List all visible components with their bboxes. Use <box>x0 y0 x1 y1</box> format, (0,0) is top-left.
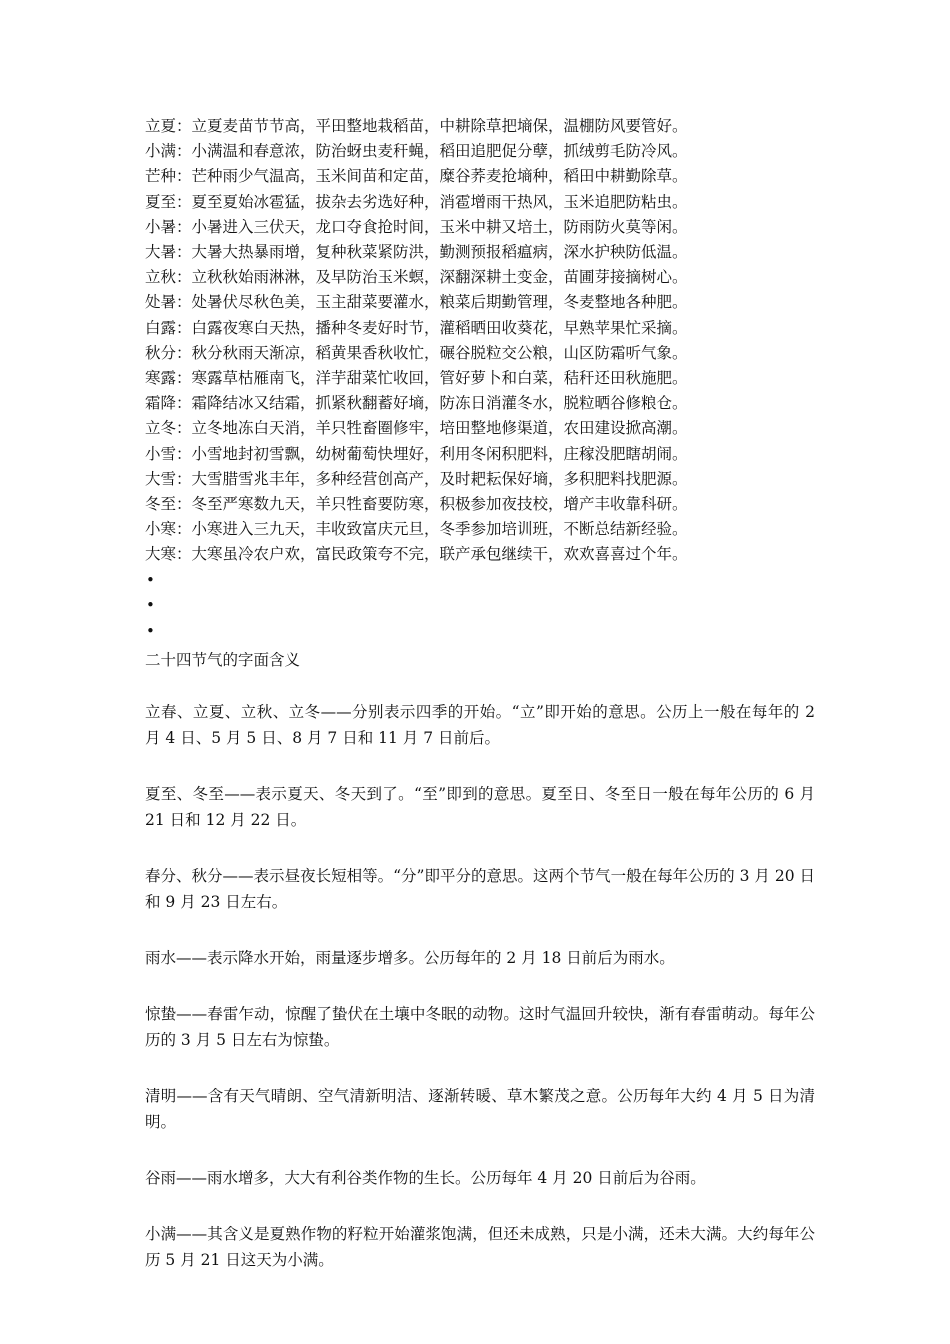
verse-line: 小寒：小寒进入三九天，丰收致富庆元旦，冬季参加培训班，不断总结新经验。 <box>145 520 688 539</box>
bullet-marker: • <box>146 570 155 589</box>
verse-line: 立夏：立夏麦苗节节高，平田整地栽稻苗，中耕除草把墒保，温棚防风要管好。 <box>145 117 688 135</box>
paragraph: 谷雨——雨水增多，大大有利谷类作物的生长。公历每年 4 月 20 日前后为谷雨。 <box>145 1168 706 1187</box>
bullet-marker: • <box>146 622 155 641</box>
paragraph: 清明——含有天气晴朗、空气清新明洁、逐渐转暖、草木繁茂之意。公历每年大约 4 月 5 日为清明。 <box>145 1086 815 1131</box>
term-meanings <box>145 699 815 1273</box>
verse-line: 寒露：寒露草枯雁南飞，洋芋甜菜忙收回，管好萝卜和白菜，秸秆还田秋施肥。 <box>145 369 688 388</box>
paragraph: 夏至、冬至——表示夏天、冬天到了。“至”即到的意思。夏至日、冬至日一般在每年公历的 6 月 21 日和 12 月 22 日。 <box>145 784 815 829</box>
paragraph: 小满——其含义是夏熟作物的籽粒开始灌浆饱满，但还未成熟，只是小满，还未大满。大约每年公历 5 月 21 日这天为小满。 <box>145 1224 815 1269</box>
verse-line: 大雪：大雪腊雪兆丰年，多种经营创高产，及时耙耘保好墒，多积肥料找肥源。 <box>145 469 688 488</box>
verse-line: 夏至：夏至夏始冰雹猛，拔杂去劣选好种，消雹增雨干热风，玉米追肥防粘虫。 <box>145 192 688 211</box>
solar-term-verses <box>145 114 815 568</box>
verse-line: 秋分：秋分秋雨天渐凉，稻黄果香秋收忙，碾谷脱粒交公粮，山区防霜听气象。 <box>145 343 688 362</box>
verse-line: 冬至：冬至严寒数九天，羊只牲畜要防寒，积极参加夜技校，增产丰收靠科研。 <box>145 495 688 514</box>
verse-line: 芒种：芒种雨少气温高，玉米间苗和定苗，糜谷荞麦抢墒种，稻田中耕勤除草。 <box>145 167 688 186</box>
bullet-marker: • <box>146 596 155 615</box>
verse-line: 霜降：霜降结冰又结霜，抓紧秋翻蓄好墒，防冻日消灌冬水，脱粒晒谷修粮仓。 <box>145 394 688 413</box>
page-content <box>145 114 815 1288</box>
verse-line: 小雪：小雪地封初雪飘，幼树葡萄快埋好，利用冬闲积肥料，庄稼没肥瞎胡闹。 <box>145 444 688 463</box>
verse-line: 大暑：大暑大热暴雨增，复种秋菜紧防洪，勤测预报稻瘟病，深水护秧防低温。 <box>145 243 688 262</box>
verse-line: 立冬：立冬地冻白天消，羊只牲畜圈修牢，培田整地修渠道，农田建设掀高潮。 <box>145 419 688 438</box>
paragraph: 春分、秋分——表示昼夜长短相等。“分”即平分的意思。这两个节气一般在每年公历的 3 月 20 日和 9 月 23 日左右。 <box>145 866 815 911</box>
verse-line: 立秋：立秋秋始雨淋淋，及早防治玉米螟，深翻深耕土变金，苗圃芽接摘树心。 <box>145 268 688 287</box>
paragraph: 惊蛰——春雷乍动，惊醒了蛰伏在土壤中冬眠的动物。这时气温回升较快，渐有春雷萌动。每年公历的 3 月 5 日左右为惊蛰。 <box>145 1004 815 1049</box>
paragraph: 立春、立夏、立秋、立冬——分别表示四季的开始。“立”即开始的意思。公历上一般在每年的 2 月 4 日、5 月 5 日、8 月 7 日和 11 月 7 日前后。 <box>145 702 815 747</box>
paragraph: 雨水——表示降水开始，雨量逐步增多。公历每年的 2 月 18 日前后为雨水。 <box>145 948 675 967</box>
bullet-list <box>145 568 815 645</box>
section-title: 二十四节气的字面含义 <box>145 650 301 669</box>
verse-line: 白露：白露夜寒白天热，播种冬麦好时节，灌稻晒田收葵花，早熟苹果忙采摘。 <box>145 318 688 337</box>
verse-line: 大寒：大寒虽冷农户欢，富民政策夸不完，联产承包继续干，欢欢喜喜过个年。 <box>145 545 688 564</box>
verse-line: 小暑：小暑进入三伏天，龙口夺食抢时间，玉米中耕又培土，防雨防火莫等闲。 <box>145 217 688 236</box>
verse-line: 小满：小满温和春意浓，防治蚜虫麦秆蝇，稻田追肥促分孽，抓绒剪毛防冷风。 <box>145 142 688 161</box>
verse-line: 处暑：处暑伏尽秋色美，玉主甜菜要灌水，粮菜后期勤管理，冬麦整地各种肥。 <box>145 293 688 312</box>
